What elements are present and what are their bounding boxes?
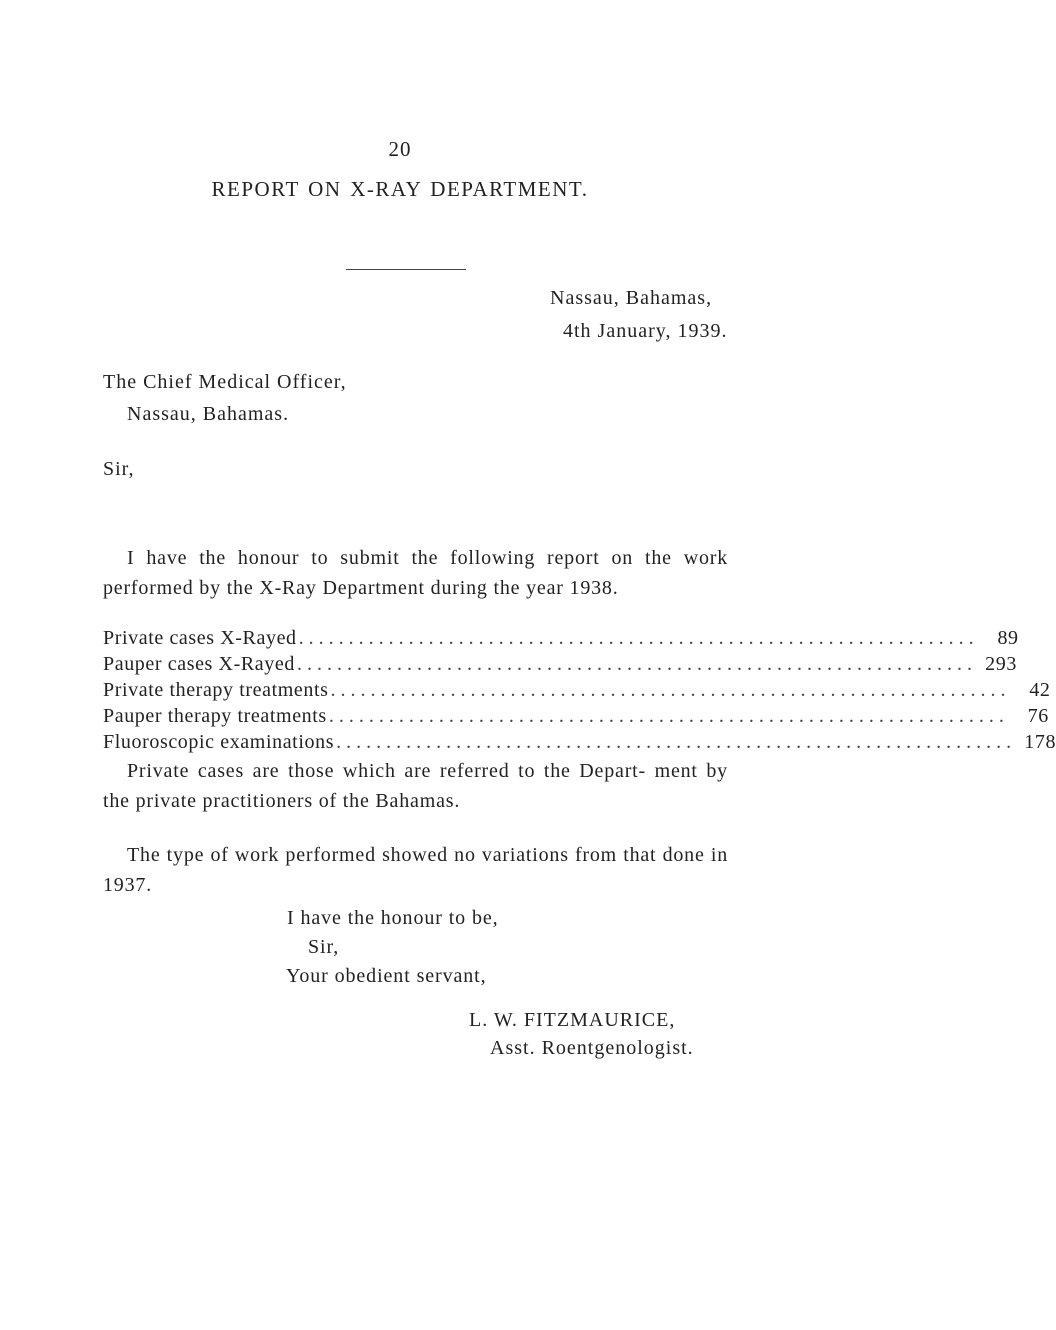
salutation: Sir, <box>103 458 135 480</box>
statistics-list <box>103 625 1056 755</box>
statistics-value: 42 <box>1029 679 1051 701</box>
statistics-value: 293 <box>985 653 1017 675</box>
closing-block <box>0 904 800 991</box>
statistics-value: 178 <box>1024 731 1056 753</box>
closing-line-honour: I have the honour to be, <box>287 907 499 929</box>
statistics-row <box>103 651 1017 677</box>
title-divider <box>346 269 466 270</box>
statistics-label: Fluoroscopic examinations <box>103 731 335 753</box>
dot-leader: .................................................................... <box>330 679 1011 701</box>
report-title: REPORT ON X-RAY DEPARTMENT. <box>211 177 589 201</box>
closing-line-servant: Your obedient servant, <box>286 965 487 987</box>
addressee-location: Nassau, Bahamas. <box>127 403 290 425</box>
dot-leader: .................................................................... <box>298 627 979 649</box>
intro-paragraph: I have the honour to submit the following report on the work performed by the X-Ray Department during the year 1938. <box>103 547 728 599</box>
dot-leader: .................................................................... <box>296 653 977 675</box>
signature-block <box>0 1006 800 1062</box>
signatory-name: L. W. FITZMAURICE, <box>469 1009 676 1031</box>
statistics-label: Pauper therapy treatments <box>103 705 327 727</box>
statistics-row <box>103 677 1051 703</box>
dot-leader: .................................................................... <box>328 705 1009 727</box>
place-date-block <box>550 282 790 348</box>
statistics-row <box>103 729 1056 755</box>
statistics-row <box>103 703 1049 729</box>
private-cases-paragraph: Private cases are those which are referred to the Depart- ment by the private practitioners of the Bahamas. <box>103 760 728 812</box>
statistics-value: 76 <box>1027 705 1049 727</box>
dot-leader: .................................................................... <box>336 731 1017 753</box>
letter-date: 4th January, 1939. <box>563 320 728 342</box>
letter-place: Nassau, Bahamas, <box>550 287 713 309</box>
addressee-title: The Chief Medical Officer, <box>103 371 347 393</box>
work-type-paragraph: The type of work performed showed no variations from that done in 1937. <box>103 844 728 896</box>
signatory-position: Asst. Roentgenologist. <box>490 1037 694 1059</box>
statistics-label: Pauper cases X-Rayed <box>103 653 295 675</box>
statistics-label: Private cases X-Rayed <box>103 627 297 649</box>
closing-line-sir: Sir, <box>308 936 340 958</box>
page-number: 20 <box>388 137 412 161</box>
statistics-label: Private therapy treatments <box>103 679 329 701</box>
statistics-row <box>103 625 1019 651</box>
addressee-block <box>103 366 503 430</box>
statistics-value: 89 <box>997 627 1019 649</box>
